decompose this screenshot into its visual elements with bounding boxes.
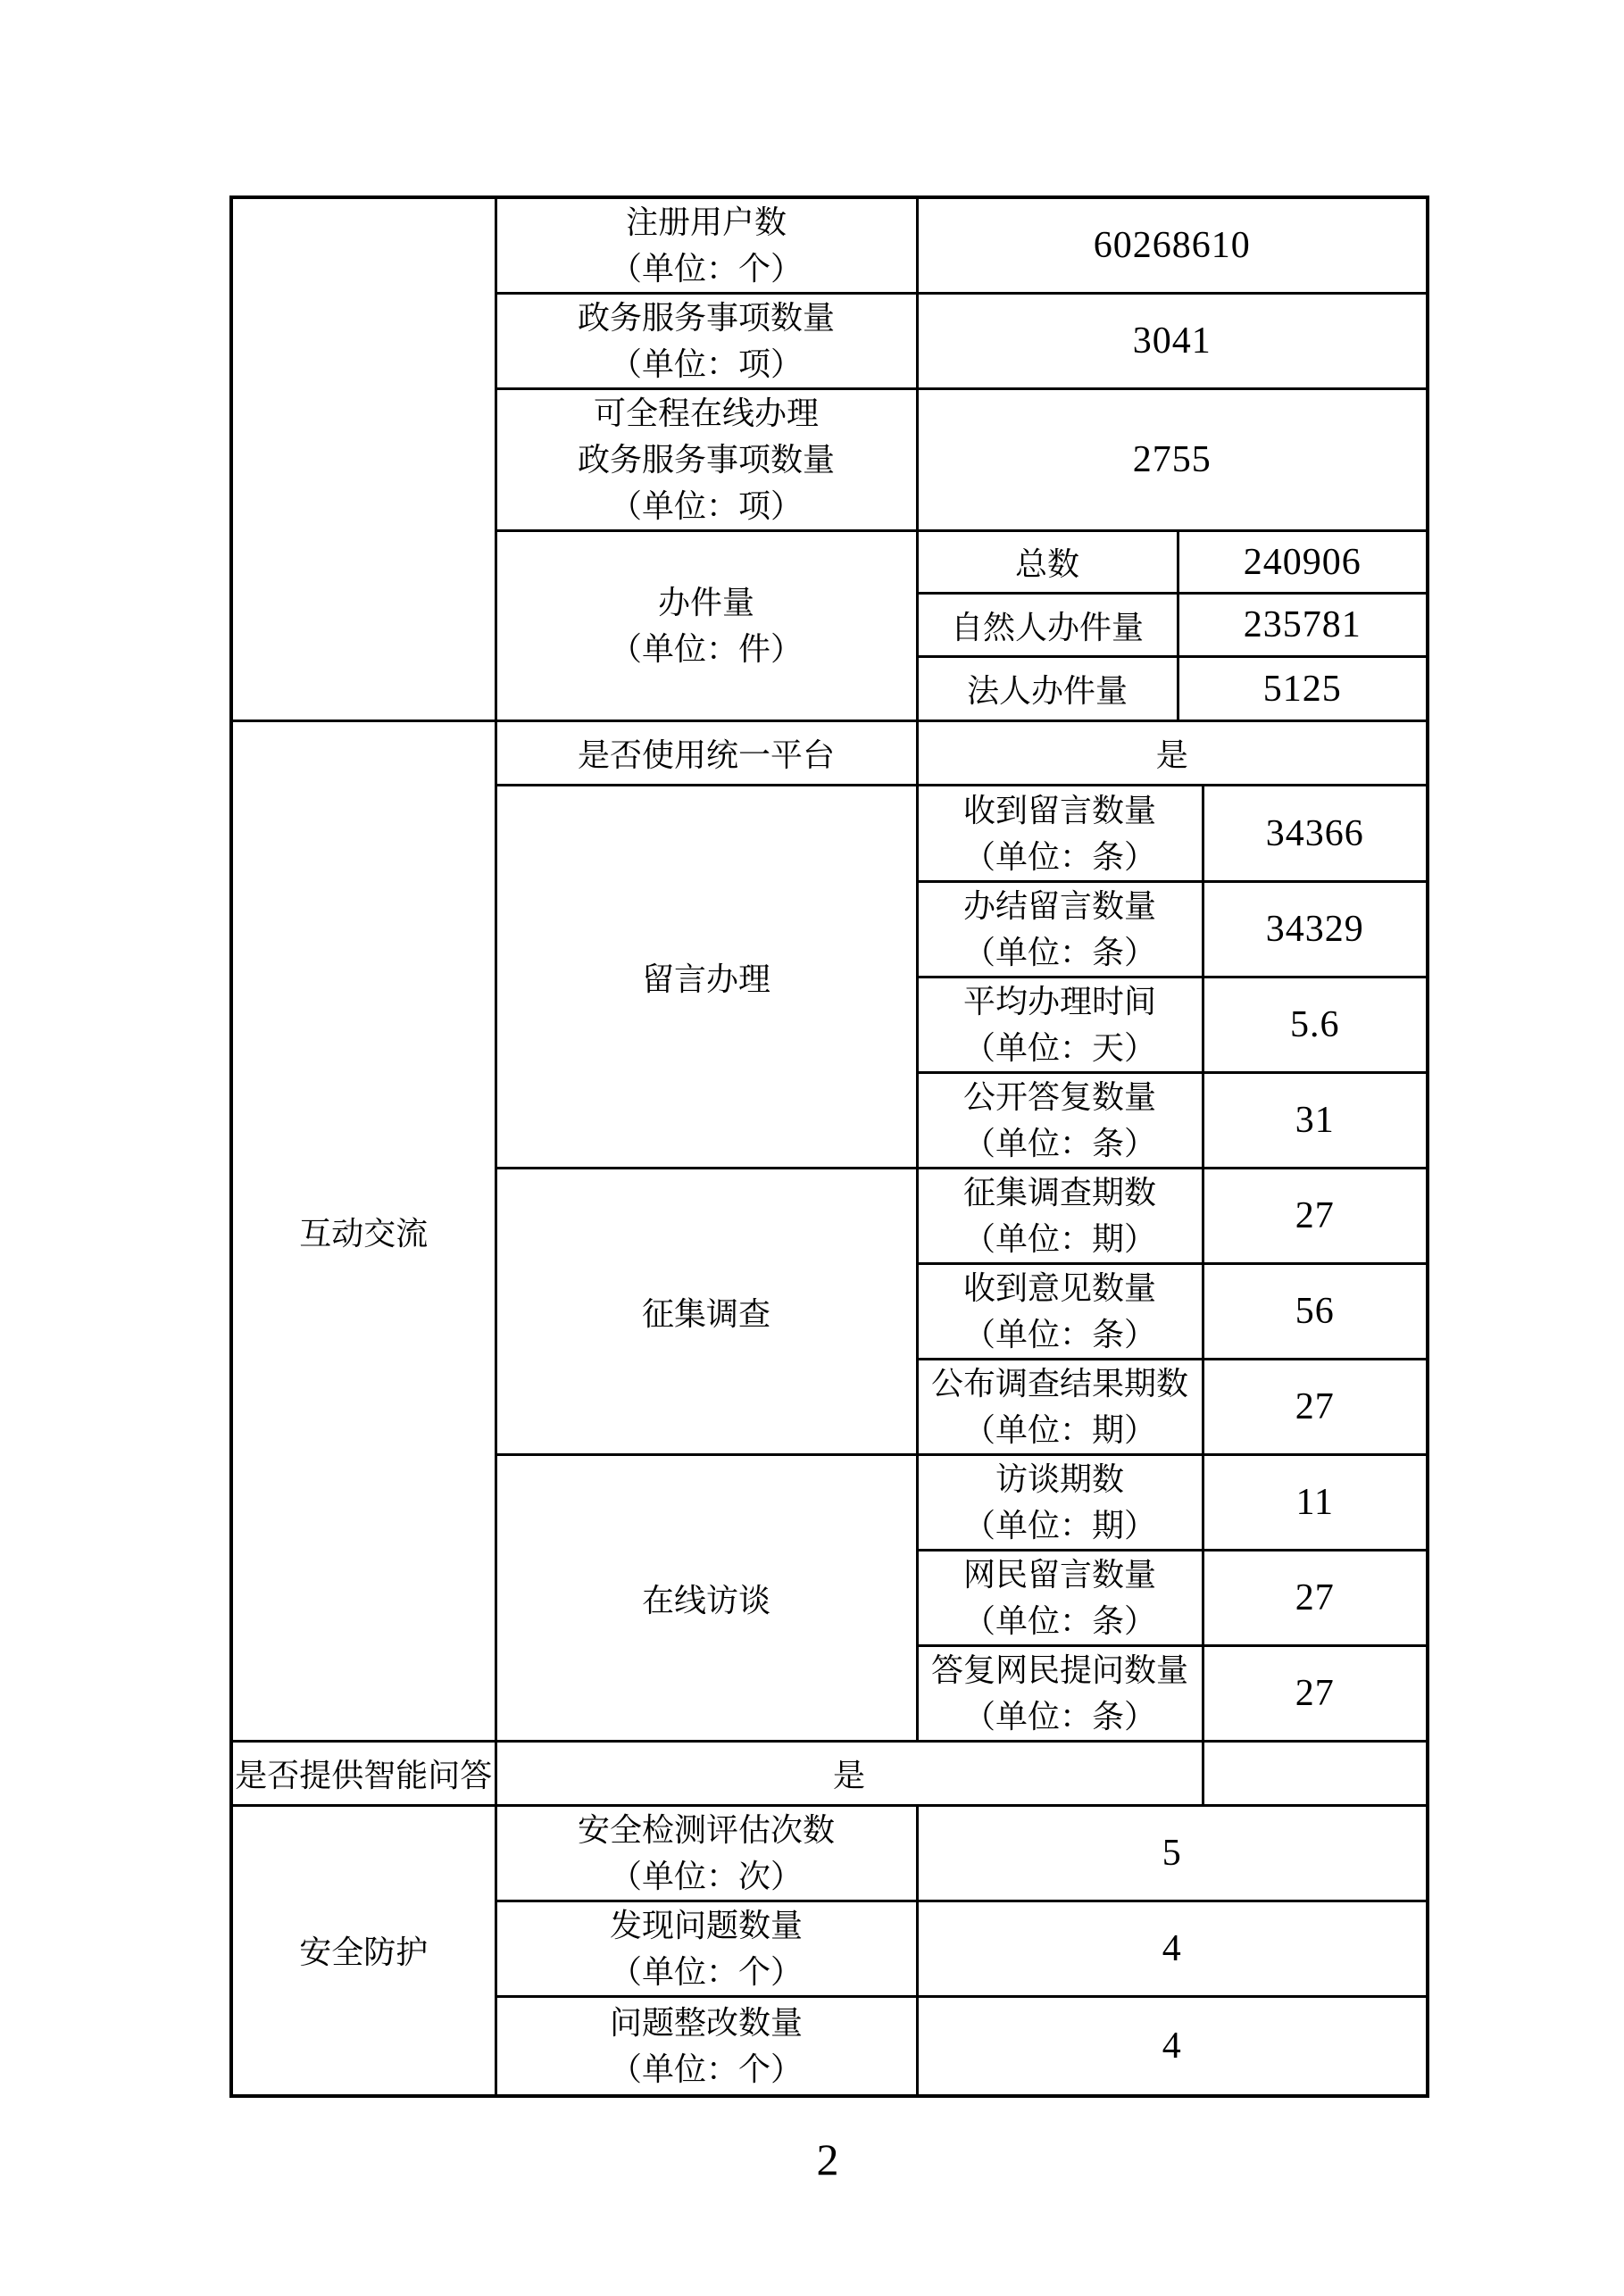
- group-label-cell-messages: 留言办理: [496, 786, 917, 1169]
- label-line: 发现问题数量: [609, 1908, 803, 1943]
- sub-item-label-cell: 自然人办件量: [917, 594, 1178, 657]
- unit-line: （单位：期）: [962, 1412, 1156, 1448]
- value-cell: 60268610: [917, 197, 1428, 294]
- unit-line: （单位：次）: [609, 1859, 803, 1894]
- item-label-cell: [496, 294, 917, 389]
- value-cell: 4: [917, 1997, 1428, 2096]
- table-row: [231, 197, 1428, 294]
- value-cell: 27: [1203, 1169, 1428, 1264]
- page-number: 2: [816, 2134, 839, 2184]
- label-line: 平均办理时间: [962, 984, 1156, 1019]
- sub-item-label-cell: 法人办件量: [917, 657, 1178, 721]
- unit-line: （单位：条）: [962, 1126, 1156, 1161]
- unit-line: （单位：件）: [609, 631, 803, 667]
- value-cell: 是: [496, 1742, 1203, 1806]
- value-cell: 27: [1203, 1360, 1428, 1455]
- label-line: 注册用户数: [625, 204, 787, 240]
- unit-line: （单位：项）: [609, 488, 803, 524]
- unit-line: （单位：条）: [962, 838, 1156, 875]
- unit-line: （单位：条）: [962, 1603, 1156, 1639]
- unit-line: （单位：期）: [962, 1221, 1156, 1257]
- value-cell: 5: [917, 1806, 1428, 1901]
- value-cell: 5.6: [1203, 977, 1428, 1073]
- unit-line: （单位：项）: [609, 346, 803, 382]
- value-cell: 27: [1203, 1551, 1428, 1646]
- value-cell: 34366: [1203, 786, 1428, 882]
- sub-item-label-cell: [917, 1360, 1203, 1455]
- sub-item-label-cell: [917, 1073, 1203, 1169]
- item-label-cell: [496, 389, 917, 531]
- sub-item-label-cell: [917, 1455, 1203, 1551]
- value-cell: 11: [1203, 1455, 1428, 1551]
- item-label-cell: [496, 1901, 917, 1997]
- sub-item-label-cell: 总数: [917, 531, 1178, 594]
- sub-item-label-cell: [917, 1551, 1203, 1646]
- label-line: 答复网民提问数量: [930, 1652, 1188, 1688]
- unit-line: （单位：个）: [609, 1954, 803, 1990]
- item-label-cell: [496, 1997, 917, 2096]
- label-line: 办件量: [657, 585, 754, 620]
- unit-line: （单位：个）: [609, 2051, 803, 2087]
- unit-line: （单位：条）: [962, 1699, 1156, 1734]
- item-label-cell: 是否提供智能问答: [231, 1742, 496, 1806]
- statistics-table: [229, 195, 1429, 2098]
- table-row: [231, 721, 1428, 786]
- label-line: 办结留言数量: [962, 888, 1156, 924]
- value-cell: 34329: [1203, 882, 1428, 977]
- label-line: 政务服务事项数量: [577, 300, 835, 336]
- sub-item-label-cell: [917, 977, 1203, 1073]
- label-line: 安全检测评估次数: [577, 1812, 835, 1848]
- sub-item-label-cell: [917, 786, 1203, 882]
- table-row: [231, 1806, 1428, 1901]
- unit-line: （单位：条）: [962, 1317, 1156, 1352]
- table-row: [231, 1742, 1428, 1806]
- unit-line: （单位：个）: [609, 251, 803, 287]
- unit-line: （单位：天）: [962, 1030, 1156, 1066]
- unit-line: （单位：条）: [962, 935, 1156, 970]
- sub-item-label-cell: [917, 1646, 1203, 1742]
- group-label-cell-volume: [496, 531, 917, 721]
- label-line: 政务服务事项数量: [577, 442, 835, 478]
- value-cell: 2755: [917, 389, 1428, 531]
- category-cell-interaction: 互动交流: [231, 721, 496, 1742]
- label-line: 公布调查结果期数: [930, 1366, 1188, 1402]
- sub-item-label-cell: [917, 882, 1203, 977]
- category-cell-security: 安全防护: [231, 1806, 496, 2096]
- label-line: 收到留言数量: [962, 792, 1156, 828]
- value-cell: 3041: [917, 294, 1428, 389]
- label-line: 征集调查期数: [962, 1175, 1156, 1210]
- item-label-cell: [496, 197, 917, 294]
- value-cell: 240906: [1178, 531, 1428, 594]
- item-label-cell: 是否使用统一平台: [496, 721, 917, 786]
- label-line: 问题整改数量: [609, 2004, 803, 2041]
- sub-item-label-cell: [917, 1169, 1203, 1264]
- value-cell: 56: [1203, 1264, 1428, 1360]
- value-cell: 235781: [1178, 594, 1428, 657]
- label-line: 公开答复数量: [962, 1079, 1156, 1115]
- value-cell: 是: [917, 721, 1428, 786]
- value-cell: 27: [1203, 1646, 1428, 1742]
- value-cell: 31: [1203, 1073, 1428, 1169]
- group-label-cell-interviews: 在线访谈: [496, 1455, 917, 1742]
- label-line: 收到意见数量: [962, 1270, 1156, 1306]
- sub-item-label-cell: [917, 1264, 1203, 1360]
- value-cell: 5125: [1178, 657, 1428, 721]
- item-label-cell: [496, 1806, 917, 1901]
- category-cell-blank: [231, 197, 496, 721]
- value-cell: 4: [917, 1901, 1428, 1997]
- unit-line: （单位：期）: [962, 1508, 1156, 1543]
- label-line: 网民留言数量: [962, 1557, 1156, 1593]
- label-line: 可全程在线办理: [593, 395, 819, 431]
- label-line: 访谈期数: [995, 1461, 1124, 1497]
- group-label-cell-surveys: 征集调查: [496, 1169, 917, 1455]
